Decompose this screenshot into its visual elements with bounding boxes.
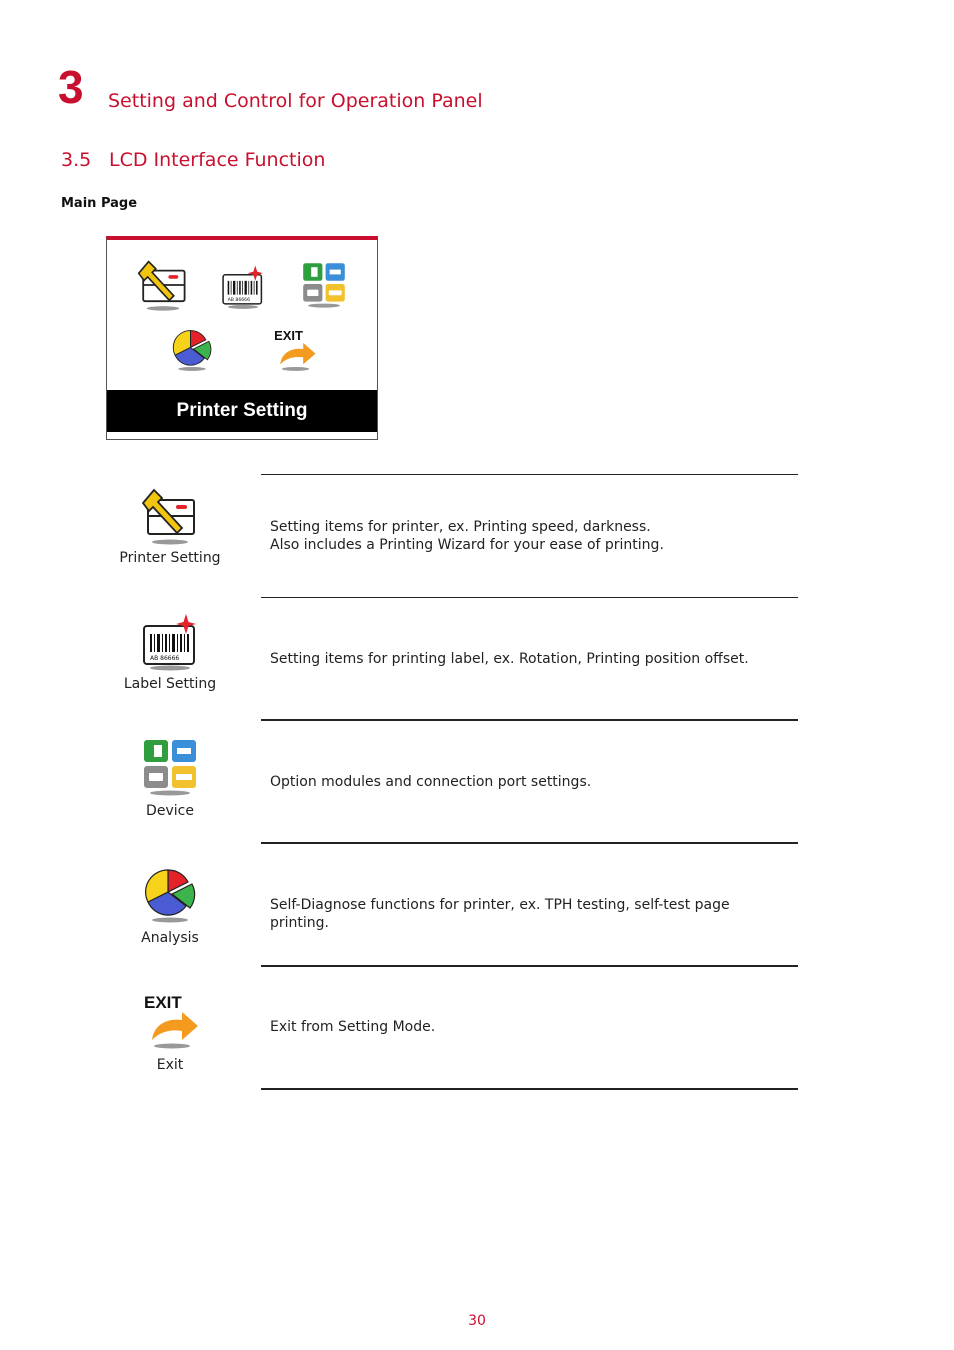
- analysis-icon: [140, 864, 200, 924]
- item-desc-device: Option modules and connection port settings.: [270, 774, 592, 790]
- item-label-printer-setting: Printer Setting: [119, 550, 221, 566]
- row-divider: [261, 597, 798, 598]
- printer-setting-icon: [140, 486, 200, 546]
- barcode-text: AB 86666: [150, 655, 180, 662]
- item-desc-printer-setting: Setting items for printer, ex. Printing speed, darkness. Also includes a Printing Wizard for your ease of printing.: [270, 519, 664, 553]
- row-divider: [261, 1088, 798, 1090]
- device-icon: [140, 736, 200, 796]
- row-divider: [261, 719, 798, 721]
- item-desc-exit: Exit from Setting Mode.: [270, 1019, 436, 1035]
- row-divider: [261, 474, 798, 475]
- exit-text: EXIT: [274, 327, 304, 343]
- subsection-title: Main Page: [61, 196, 138, 211]
- item-desc-label-setting: Setting items for printing label, ex. Rotation, Printing position offset.: [270, 651, 749, 667]
- item-label-analysis: Analysis: [141, 930, 199, 946]
- item-desc-analysis: Self-Diagnose functions for printer, ex. TPH testing, self-test page printing.: [270, 897, 730, 931]
- section-name: LCD Interface Function: [109, 149, 326, 171]
- lcd-screen: [106, 236, 378, 440]
- section-title: [61, 149, 325, 171]
- chapter-number: 3: [58, 61, 84, 113]
- printer-setting-icon: [135, 258, 191, 312]
- section-number: 3.5: [61, 149, 92, 171]
- barcode-text: AB 86666: [227, 297, 251, 303]
- lcd-selected-label: Printer Setting: [107, 390, 377, 432]
- exit-icon: [140, 990, 200, 1050]
- device-icon: [300, 260, 348, 308]
- label-setting-icon: [140, 612, 200, 672]
- item-label-device: Device: [146, 803, 194, 819]
- chapter-title: Setting and Control for Operation Panel: [108, 90, 483, 112]
- page-number: 30: [468, 1313, 486, 1329]
- item-label-label-setting: Label Setting: [123, 676, 217, 692]
- label-setting-icon: [219, 264, 267, 310]
- exit-icon: [269, 326, 319, 372]
- item-label-exit: Exit: [156, 1057, 184, 1073]
- row-divider: [261, 965, 798, 967]
- row-divider: [261, 842, 798, 844]
- analysis-icon: [167, 326, 217, 372]
- exit-text: EXIT: [144, 993, 182, 1012]
